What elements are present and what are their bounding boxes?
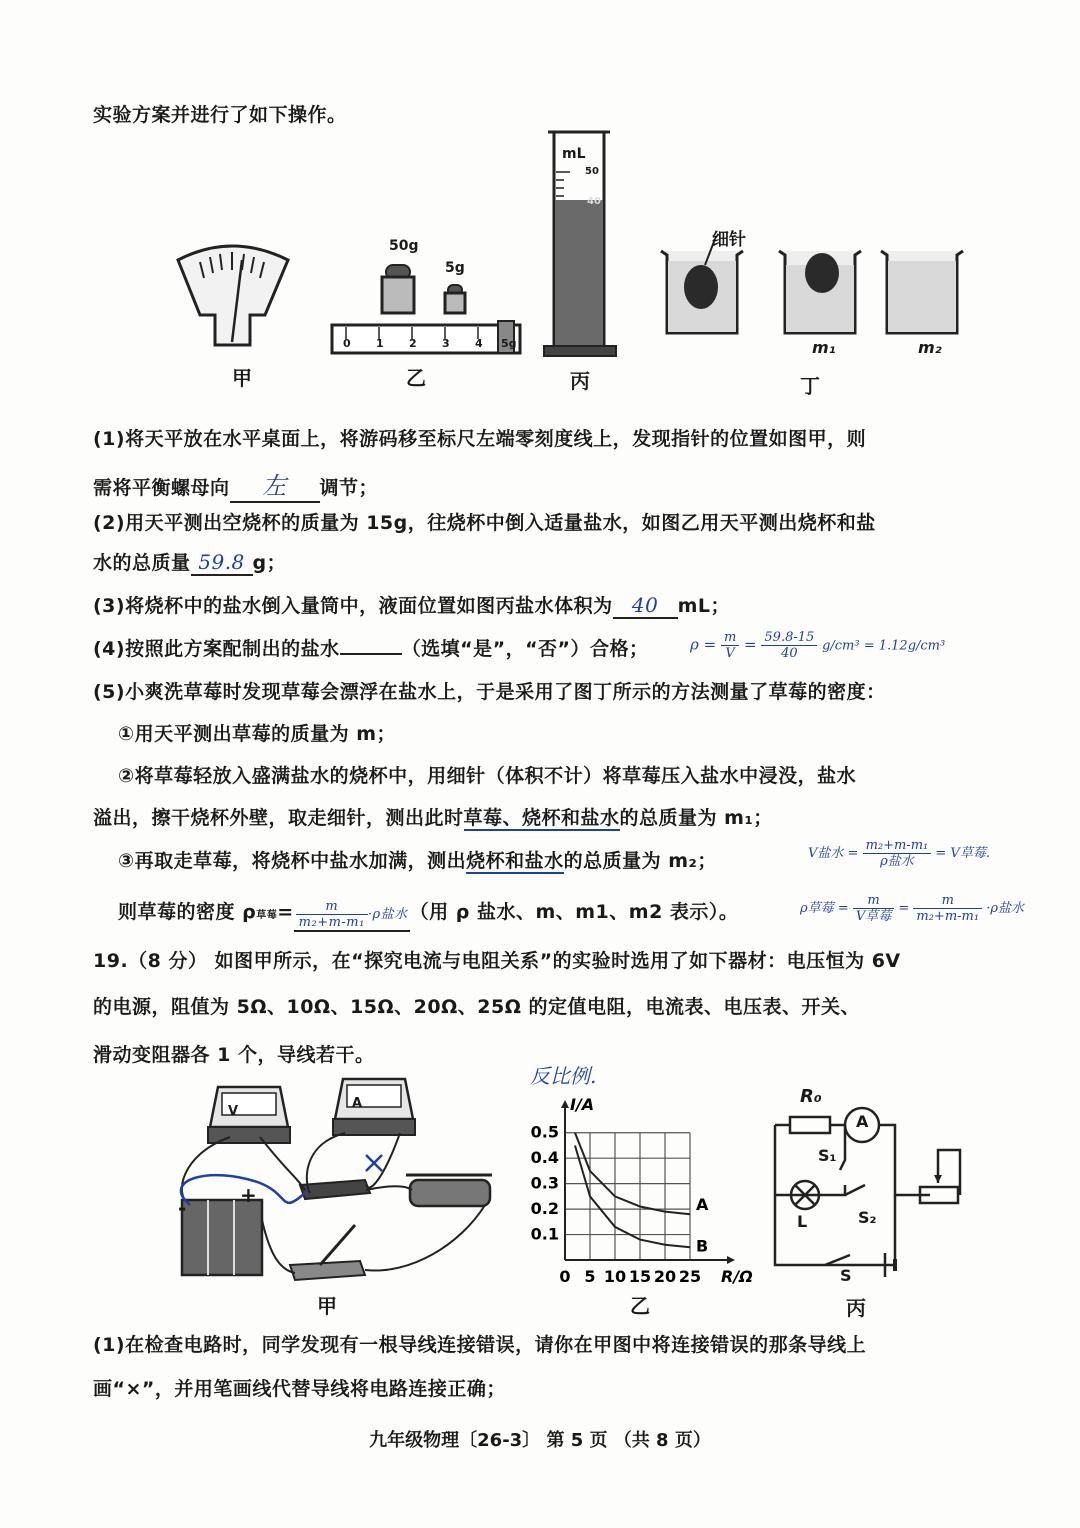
q19-line1: 19.（8 分） 如图甲所示，在“探究电流与电阻关系”的实验时选用了如下器材：电压恒为 6V xyxy=(93,950,901,972)
q4-handwritten-calc xyxy=(690,630,945,661)
chart-series-line-A xyxy=(575,1133,690,1215)
circuit-lamp-label: L xyxy=(797,1212,808,1231)
chart-y-arrow xyxy=(561,1100,569,1108)
q5-text: (5)小爽洗草莓时发现草莓会漂浮在盐水上，于是采用了图丁所示的方法测量了草莓的密度： xyxy=(93,681,886,703)
q5-step1: ①用天平测出草莓的质量为 m； xyxy=(118,723,397,745)
circuit-ammeter-label: A xyxy=(856,1112,869,1131)
chart-x-tick-label: 10 xyxy=(603,1267,627,1286)
figure-jia-balance-pointer xyxy=(170,240,300,350)
chart-y-tick-label: 0.4 xyxy=(530,1148,559,1168)
q5-step2b-underlined: 草莓、烧杯和盐水 xyxy=(463,807,620,829)
q4-hw-d1: V xyxy=(725,646,735,661)
battery-minus-label: - xyxy=(178,1196,187,1220)
q2-answer-blank[interactable] xyxy=(191,550,253,576)
label-bing: 丙 xyxy=(570,369,590,393)
q5-hw-rho-d1: V草莓 xyxy=(855,909,892,924)
label-jia-2: 甲 xyxy=(317,1294,337,1318)
q4-line xyxy=(93,634,649,661)
page-footer: 九年级物理〔26-3〕 第 5 页 （共 8 页） xyxy=(369,1430,711,1451)
chart-x-arrow xyxy=(727,1256,735,1264)
chart-y-axis-label: I/A xyxy=(570,1095,595,1114)
q19-line2: 的电源，阻值为 5Ω、10Ω、15Ω、20Ω、25Ω 的定值电阻，电流表、电压表、开关、 xyxy=(93,996,860,1018)
q4-hw-d2: 40 xyxy=(781,646,798,661)
q1-line-b xyxy=(93,466,378,503)
chart-y-tick-label: 0.1 xyxy=(530,1224,559,1244)
q5-step2b xyxy=(93,803,773,830)
q4-hw-rho: ρ = xyxy=(690,635,717,654)
q1-text-a: (1)将天平放在水平桌面上，将游码移至标尺左端零刻度线上，发现指针的位置如图甲，则 xyxy=(93,428,867,450)
chart-y-tick-label: 0.3 xyxy=(530,1173,559,1193)
q4-hw-n1: m xyxy=(721,630,739,646)
chart-x-tick-label: 5 xyxy=(584,1267,596,1286)
scale-tick: 0 xyxy=(343,337,351,350)
chart-series-label-A: A xyxy=(696,1195,709,1215)
q5-hw-rho-eq: = xyxy=(898,901,910,916)
chart-x-tick-label: 25 xyxy=(678,1267,702,1286)
ammeter-label: A xyxy=(352,1096,363,1111)
q5-hw-rho-post: ·ρ盐水 xyxy=(986,901,1025,916)
intro-text: 实验方案并进行了如下操作。 xyxy=(93,104,347,126)
q3-answer-blank[interactable] xyxy=(613,593,678,619)
chart-series-label-B: B xyxy=(696,1236,709,1256)
q2-line-b xyxy=(93,548,286,576)
q5-final-eq: = xyxy=(277,901,294,923)
q4-text-a: (4)按照此方案配制出的盐水 xyxy=(93,638,340,660)
q3-line xyxy=(93,591,730,619)
figure-bing-cylinder xyxy=(540,128,620,363)
q5-hw-v-lhs: V盐水 = xyxy=(808,846,859,861)
q5-hw-f-post: ·ρ盐水 xyxy=(367,907,408,922)
q4-answer-blank[interactable] xyxy=(340,653,402,655)
q1-answer-blank[interactable] xyxy=(230,466,320,503)
needle-label: 细针 xyxy=(712,230,746,250)
q5-final-answer[interactable] xyxy=(294,899,410,932)
figure-ding-beakers xyxy=(655,225,955,340)
label-ding: 丁 xyxy=(800,374,820,398)
q5-handwritten-density xyxy=(800,893,1024,924)
chart-x-tick-label: 0 xyxy=(559,1267,571,1286)
q5-final xyxy=(118,897,738,932)
circuit-switch-s-label: S xyxy=(840,1266,852,1285)
q1-text-c: 调节； xyxy=(319,477,379,499)
scale-tick: 4 xyxy=(475,337,483,350)
q5-step3-underlined: 烧杯和盐水 xyxy=(466,850,564,872)
q4-text-b: （选填“是”，“否”）合格； xyxy=(401,638,649,660)
label-jia: 甲 xyxy=(232,366,252,390)
figure-apparatus xyxy=(170,1075,525,1290)
q5-hw-rho-lhs: ρ草莓 = xyxy=(800,901,849,916)
q5-handwritten-volume xyxy=(808,838,990,869)
circuit-r0-label: R₀ xyxy=(800,1086,822,1107)
q5-step2b-post: 的总质量为 m₁； xyxy=(619,807,773,829)
q5-final-sub: 草莓 xyxy=(256,910,278,921)
q1-answer: 左 xyxy=(262,472,287,500)
q5-final-post: （用 ρ 盐水、m、m1、m2 表示）。 xyxy=(409,901,739,923)
cylinder-mark-40: 40 xyxy=(587,196,601,207)
figure-yi-chart xyxy=(520,1095,760,1290)
q5-step3-post: 的总质量为 m₂； xyxy=(563,850,717,872)
q5-final-pre: 则草莓的密度 ρ xyxy=(118,901,257,923)
q5-hw-rho-n2: m xyxy=(913,893,982,909)
scale-tick: 3 xyxy=(442,337,450,350)
label-yi: 乙 xyxy=(406,366,426,390)
q3-answer: 40 xyxy=(631,593,659,617)
cylinder-unit: mL xyxy=(562,146,586,162)
label-bing-2: 丙 xyxy=(846,1296,866,1320)
scale-tick: 5g xyxy=(501,337,517,350)
q4-hw-n2: 59.8-15 xyxy=(761,630,817,646)
chart-x-tick-label: 15 xyxy=(628,1267,652,1286)
q5-hw-rho-d2: m₂+m-m₁ xyxy=(916,909,980,924)
q1-text-b: 需将平衡螺母向 xyxy=(93,477,230,499)
circuit-s2-label: S₂ xyxy=(858,1208,877,1227)
circuit-s1-label: S₁ xyxy=(818,1146,837,1165)
q5-hw-v-n: m₂+m-m₁ xyxy=(863,838,932,854)
battery-plus-label: + xyxy=(240,1183,257,1207)
scale-tick: 1 xyxy=(376,337,384,350)
q5-hw-v-d: ρ盐水 xyxy=(880,854,914,869)
figure-bing-circuit xyxy=(770,1105,970,1285)
figure-yi-weights-and-scale xyxy=(330,255,525,355)
q2-text-c: g； xyxy=(252,552,287,574)
q5-step3-pre: ③再取走草莓，将烧杯中盐水加满，测出 xyxy=(118,850,467,872)
q4-hw-eq: = xyxy=(744,635,757,654)
chart-x-tick-label: 20 xyxy=(653,1267,677,1286)
q3-text-b: mL； xyxy=(677,595,730,617)
q19-1-line1: (1)在检查电路时，同学发现有一根导线连接错误，请你在甲图中将连接错误的那条导线上 xyxy=(93,1334,867,1356)
cylinder-mark-50: 50 xyxy=(585,166,599,177)
q19-line3: 滑动变阻器各 1 个，导线若干。 xyxy=(93,1044,375,1066)
label-yi-2: 乙 xyxy=(630,1294,650,1318)
chart-y-tick-label: 0.2 xyxy=(530,1199,559,1219)
q5-hw-f-n: m xyxy=(296,899,368,915)
weight-5g-label: 5g xyxy=(445,260,465,276)
q5-hw-f-d: m₂+m-m₁ xyxy=(298,915,365,930)
q4-hw-result: g/cm³ = 1.12g/cm³ xyxy=(822,638,946,654)
q19-hw-note: 反比例. xyxy=(530,1064,597,1088)
chart-y-tick-label: 0.5 xyxy=(530,1122,559,1142)
weight-50g-label: 50g xyxy=(389,238,419,254)
q5-step3 xyxy=(118,846,717,873)
q5-step2a: ②将草莓轻放入盛满盐水的烧杯中，用细针（体积不计）将草莓压入盐水中浸没，盐水 xyxy=(118,765,857,787)
beaker-m1-label: m₁ xyxy=(812,338,836,357)
voltmeter-label: V xyxy=(228,1104,239,1119)
scale-tick: 2 xyxy=(409,337,417,350)
chart-x-axis-label: R/Ω xyxy=(721,1267,753,1286)
q19-1-line2: 画“×”，并用笔画线代替导线将电路连接正确； xyxy=(93,1378,506,1400)
q5-hw-rho-n1: m xyxy=(853,893,894,909)
q3-text-a: (3)将烧杯中的盐水倒入量筒中，液面位置如图丙盐水体积为 xyxy=(93,595,613,617)
q5-hw-v-rhs: = V草莓. xyxy=(935,846,990,861)
chart-series-line-B xyxy=(575,1146,690,1248)
q2-text-b: 水的总质量 xyxy=(93,552,191,574)
q2-text-a: (2)用天平测出空烧杯的质量为 15g，往烧杯中倒入适量盐水，如图乙用天平测出烧杯和盐 xyxy=(93,512,876,534)
beaker-m2-label: m₂ xyxy=(918,338,942,357)
q2-answer: 59.8 xyxy=(198,550,245,574)
q5-step2b-pre: 溢出，擦干烧杯外壁，取走细针，测出此时 xyxy=(93,807,464,829)
